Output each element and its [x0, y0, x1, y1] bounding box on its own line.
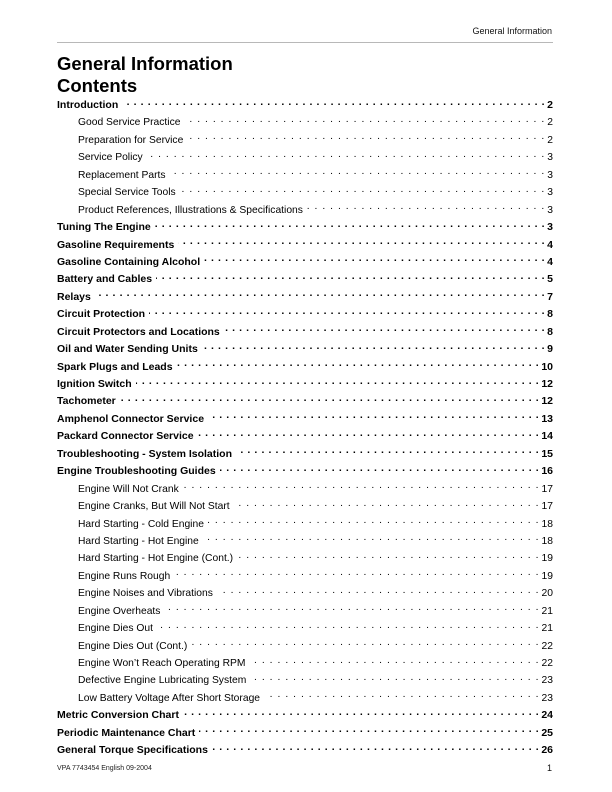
dot-leader: [217, 586, 540, 596]
toc-entry-page-number: 23: [541, 675, 553, 687]
header-divider: [57, 42, 553, 43]
toc-entry-page-number: 4: [547, 238, 553, 251]
dot-leader: [120, 394, 540, 404]
toc-entry-page-number: 8: [547, 325, 553, 338]
toc-entry-label: Circuit Protectors and Locations: [57, 325, 220, 338]
dot-leader: [204, 255, 545, 265]
toc-entry-page-number: 12: [541, 378, 553, 390]
toc-entry-page-number: 4: [547, 255, 553, 268]
toc-entry-label: Oil and Water Sending Units: [57, 343, 198, 356]
toc-entry[interactable]: [57, 725, 553, 742]
toc-entry-page-number: 2: [547, 117, 553, 129]
toc-entry[interactable]: [57, 446, 553, 463]
toc-entry-label: Metric Conversion Chart: [57, 709, 179, 722]
toc-subentry[interactable]: [57, 638, 553, 655]
toc-entry[interactable]: [57, 97, 553, 114]
toc-subentry[interactable]: [57, 690, 553, 707]
toc-subentry[interactable]: [57, 672, 553, 689]
toc-entry-page-number: 20: [541, 588, 553, 600]
toc-subentry[interactable]: [57, 550, 553, 567]
dot-leader: [180, 185, 546, 195]
dot-leader: [234, 499, 540, 509]
toc-entry[interactable]: [57, 428, 553, 445]
toc-entry-page-number: 3: [547, 169, 553, 181]
toc-entry[interactable]: [57, 463, 553, 480]
dot-leader: [250, 656, 540, 666]
toc-entry-label: Product References, Illustrations & Specifications: [78, 204, 303, 216]
dot-leader: [191, 639, 539, 649]
dot-leader: [208, 517, 540, 527]
toc-entry-label: Engine Will Not Crank: [78, 483, 179, 495]
toc-entry[interactable]: [57, 411, 553, 428]
toc-subentry[interactable]: [57, 114, 553, 131]
toc-entry-label: Hard Starting - Hot Engine: [78, 535, 199, 547]
toc-entry-page-number: 2: [547, 134, 553, 146]
toc-entry-label: Ignition Switch: [57, 378, 132, 390]
dot-leader: [157, 621, 540, 631]
toc-entry[interactable]: [57, 393, 553, 410]
toc-entry-label: Engine Dies Out (Cont.): [78, 640, 188, 652]
toc-entry-label: Periodic Maintenance Chart: [57, 726, 196, 739]
toc-entry-label: Circuit Protection: [57, 308, 146, 321]
dot-leader: [178, 238, 545, 248]
toc-entry-label: Battery and Cables: [57, 273, 153, 286]
toc-entry-page-number: 13: [541, 412, 553, 425]
dot-leader: [187, 133, 545, 143]
toc-subentry[interactable]: [57, 132, 553, 149]
toc-entry[interactable]: [57, 271, 553, 288]
toc-entry-page-number: 2: [547, 99, 553, 111]
toc-subentry[interactable]: [57, 620, 553, 637]
dot-leader: [156, 272, 545, 282]
toc-entry-page-number: 12: [541, 395, 553, 408]
dot-leader: [208, 412, 539, 422]
toc-entry[interactable]: [57, 219, 553, 236]
toc-entry-page-number: 3: [547, 152, 553, 164]
toc-entry[interactable]: [57, 237, 553, 254]
toc-entry[interactable]: [57, 707, 553, 724]
footer-document-id: VPA 7743454 English 09-2004: [57, 765, 152, 772]
toc-entry-label: Engine Overheats: [78, 605, 161, 617]
dot-leader: [184, 115, 545, 125]
page-title-line-1: General Information: [57, 53, 233, 74]
toc-entry-page-number: 15: [541, 447, 553, 460]
toc-subentry[interactable]: [57, 481, 553, 498]
toc-entry-label: Engine Runs Rough: [78, 570, 171, 582]
dot-leader: [177, 360, 540, 370]
toc-entry[interactable]: [57, 306, 553, 323]
toc-subentry[interactable]: [57, 585, 553, 602]
toc-entry[interactable]: [57, 341, 553, 358]
toc-entry-page-number: 10: [541, 360, 553, 373]
toc-entry-label: Replacement Parts: [78, 169, 166, 181]
dot-leader: [224, 325, 545, 335]
running-header: General Information: [472, 26, 552, 36]
dot-leader: [136, 377, 540, 387]
dot-leader: [307, 203, 545, 213]
toc-entry-label: Preparation for Service: [78, 134, 184, 146]
toc-entry[interactable]: [57, 254, 553, 271]
toc-entry-page-number: 3: [547, 221, 553, 234]
toc-entry-label: Spark Plugs and Leads: [57, 360, 173, 373]
toc-entry[interactable]: [57, 376, 553, 393]
toc-entry-label: Defective Engine Lubricating System: [78, 675, 247, 687]
toc-entry-label: Gasoline Requirements: [57, 238, 175, 251]
toc-entry-page-number: 22: [541, 640, 553, 652]
dot-leader: [174, 569, 539, 579]
dot-leader: [95, 290, 545, 300]
toc-entry-label: General Torque Specifications: [57, 744, 208, 757]
dot-leader: [220, 464, 540, 474]
toc-entry-page-number: 26: [541, 744, 553, 757]
footer-page-number: 1: [546, 763, 552, 773]
toc-entry-label: Tachometer: [57, 395, 116, 408]
dot-leader: [164, 604, 539, 614]
toc-entry-label: Troubleshooting - System Isolation: [57, 447, 233, 460]
toc-subentry[interactable]: [57, 568, 553, 585]
toc-entry-label: Amphenol Connector Service: [57, 412, 205, 425]
toc-entry-page-number: 22: [541, 658, 553, 669]
dot-leader: [149, 307, 545, 317]
toc-entry[interactable]: [57, 359, 553, 376]
table-of-contents: [57, 97, 553, 760]
toc-subentry[interactable]: [57, 516, 553, 533]
toc-subentry[interactable]: [57, 498, 553, 515]
toc-entry-page-number: 9: [547, 343, 553, 356]
toc-entry[interactable]: [57, 289, 553, 306]
toc-entry-page-number: 14: [541, 430, 553, 443]
toc-entry-label: Introduction: [57, 99, 119, 111]
toc-subentry[interactable]: [57, 655, 553, 672]
toc-subentry[interactable]: [57, 184, 553, 201]
toc-entry-page-number: 19: [541, 570, 553, 582]
toc-entry-label: Engine Troubleshooting Guides: [57, 465, 216, 478]
toc-entry-page-number: 3: [547, 204, 553, 216]
toc-subentry[interactable]: [57, 603, 553, 620]
toc-subentry[interactable]: [57, 202, 553, 219]
toc-entry-page-number: 21: [541, 623, 553, 635]
dot-leader: [155, 220, 545, 230]
dot-leader: [199, 726, 539, 736]
toc-entry-page-number: 5: [547, 273, 553, 286]
toc-entry-label: Gasoline Containing Alcohol: [57, 255, 201, 268]
toc-entry-label: Good Service Practice: [78, 117, 181, 129]
dot-leader: [264, 691, 540, 701]
toc-subentry[interactable]: [57, 149, 553, 166]
toc-entry-page-number: 7: [547, 290, 553, 303]
toc-entry-label: Relays: [57, 290, 91, 303]
toc-entry-page-number: 18: [541, 535, 553, 547]
page-title: [57, 53, 233, 97]
toc-entry-page-number: 23: [541, 692, 553, 704]
toc-entry-page-number: 16: [541, 465, 553, 478]
dot-leader: [183, 482, 540, 492]
toc-entry-label: Engine Noises and Vibrations: [78, 588, 213, 600]
dot-leader: [198, 429, 540, 439]
toc-entry-label: Hard Starting - Cold Engine: [78, 518, 204, 530]
toc-subentry[interactable]: [57, 533, 553, 550]
toc-entry-label: Service Policy: [78, 152, 143, 164]
dot-leader: [147, 150, 546, 160]
toc-entry-label: Packard Connector Service: [57, 430, 194, 443]
toc-entry-page-number: 3: [547, 187, 553, 199]
dot-leader: [183, 708, 539, 718]
toc-entry-page-number: 24: [541, 709, 553, 722]
dot-leader: [237, 551, 539, 561]
toc-entry-page-number: 17: [541, 501, 553, 513]
toc-entry-page-number: 19: [541, 553, 553, 565]
toc-entry-label: Tuning The Engine: [57, 221, 151, 234]
dot-leader: [170, 168, 546, 178]
dot-leader: [203, 534, 540, 544]
toc-entry-page-number: 17: [541, 483, 553, 495]
toc-entry[interactable]: [57, 324, 553, 341]
toc-entry-label: Low Battery Voltage After Short Storage: [78, 692, 261, 704]
toc-entry-label: Hard Starting - Hot Engine (Cont.): [78, 553, 234, 565]
toc-entry-label: Engine Won’t Reach Operating RPM: [78, 658, 246, 669]
toc-entry-page-number: 25: [541, 726, 553, 739]
dot-leader: [236, 447, 539, 457]
page-title-line-2: Contents: [57, 75, 138, 96]
dot-leader: [212, 743, 539, 753]
toc-entry-label: Engine Cranks, But Will Not Start: [78, 501, 230, 513]
toc-entry-page-number: 8: [547, 308, 553, 321]
toc-entry-label: Special Service Tools: [78, 187, 176, 199]
toc-subentry[interactable]: [57, 167, 553, 184]
toc-entry-page-number: 18: [541, 518, 553, 530]
toc-entry-page-number: 21: [541, 605, 553, 617]
toc-entry-label: Engine Dies Out: [78, 623, 153, 635]
toc-entry[interactable]: [57, 742, 553, 759]
dot-leader: [202, 342, 545, 352]
dot-leader: [250, 673, 539, 683]
dot-leader: [122, 98, 545, 108]
